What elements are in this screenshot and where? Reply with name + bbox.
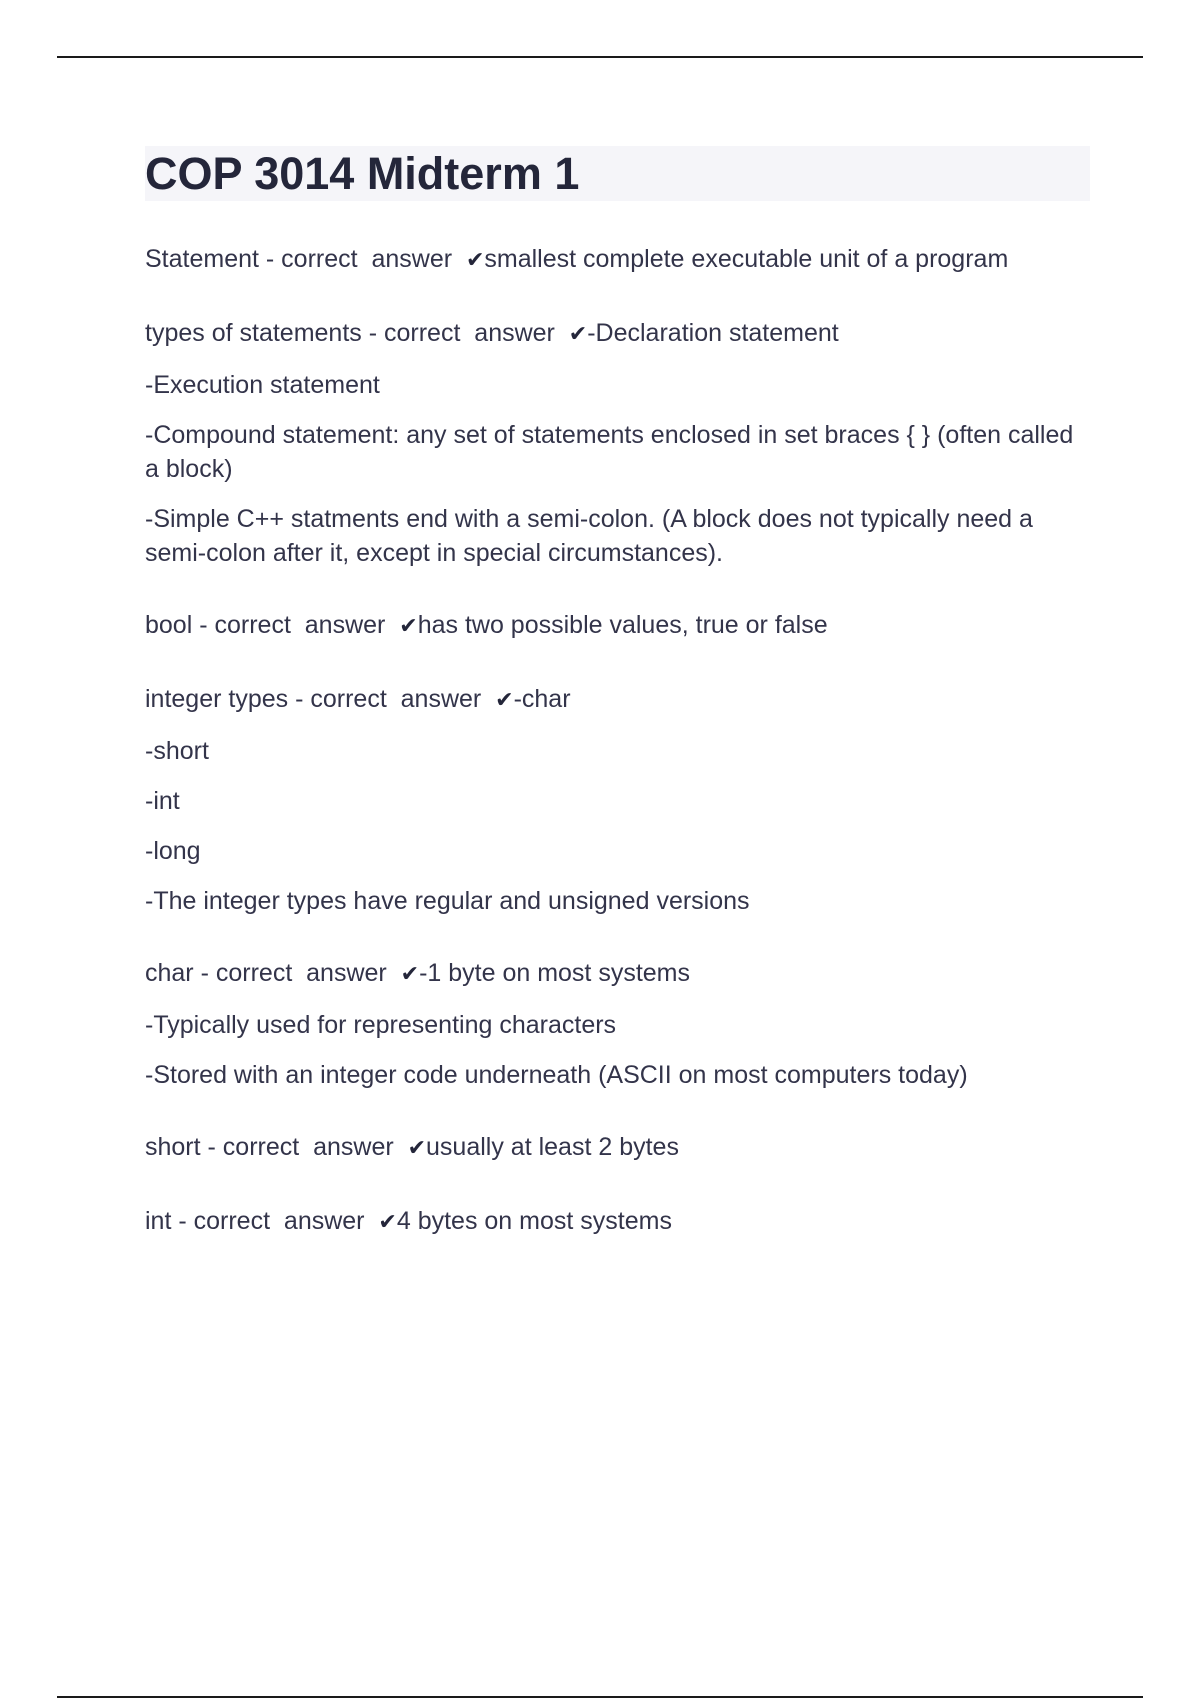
correct-answer-label: - correct answer (288, 685, 496, 713)
flashcard-answer-line: -The integer types have regular and unsigned versions (145, 887, 750, 915)
document-body (145, 146, 1090, 1278)
flashcard-question-line (145, 316, 1090, 352)
flashcard-question-line (145, 956, 1090, 992)
correct-answer-label: - correct answer (171, 1207, 379, 1235)
flashcard-term: short (145, 1133, 201, 1161)
flashcard-entry (145, 316, 1090, 570)
flashcard-answer: usually at least 2 bytes (426, 1133, 679, 1161)
flashcard-answer: -1 byte on most systems (419, 959, 691, 987)
flashcard-answer-line: -long (145, 837, 201, 865)
flashcard-answer-line: -Typically used for representing characters (145, 1011, 617, 1039)
flashcard-answer-line: -Execution statement (145, 371, 380, 399)
correct-answer-label: - correct answer (193, 959, 401, 987)
flashcard-answer-line: -Compound statement: any set of statements enclosed in set braces { } (often called a block) (145, 421, 1074, 483)
correct-answer-label: - correct answer (200, 1133, 408, 1161)
flashcard-entry (145, 1130, 1090, 1166)
flashcard-question-line (145, 1130, 1090, 1166)
correct-answer-label: - correct answer (192, 611, 400, 639)
flashcard-entry (145, 608, 1090, 644)
flashcard-question-line (145, 608, 1090, 644)
flashcard-term: char (145, 959, 194, 987)
checkmark-icon: ✔ (495, 688, 514, 713)
flashcard-question-line (145, 242, 1090, 278)
flashcard-answer: -Declaration statement (587, 319, 839, 347)
flashcard-answer: has two possible values, true or false (417, 611, 828, 639)
checkmark-icon: ✔ (400, 962, 420, 987)
flashcard-answer-line: -short (145, 737, 209, 765)
flashcard-answer: smallest complete executable unit of a program (484, 245, 1009, 273)
bottom-rule (57, 1696, 1143, 1698)
flashcard-entry (145, 682, 1090, 918)
flashcard-answer-line: -Simple C++ statments end with a semi-colon. (A block does not typically need a semi-colon after it, except in special circumstances). (145, 505, 1033, 567)
flashcard-term: types of statements (145, 319, 362, 347)
correct-answer-label: - correct answer (361, 319, 569, 347)
flashcard-term: int (145, 1207, 172, 1235)
flashcard-answer: 4 bytes on most systems (396, 1207, 672, 1235)
flashcard-entry (145, 242, 1090, 278)
flashcard-term: integer types (145, 685, 289, 713)
checkmark-icon: ✔ (568, 322, 588, 347)
checkmark-icon: ✔ (407, 1136, 427, 1161)
flashcard-term: Statement (145, 245, 259, 273)
flashcard-answer: -char (513, 685, 571, 713)
flashcard-term: bool (145, 611, 193, 639)
flashcard-list (145, 242, 1090, 1240)
checkmark-icon: ✔ (378, 1210, 397, 1235)
flashcard-entry (145, 956, 1090, 1092)
flashcard-question-line (145, 1204, 1090, 1240)
correct-answer-label: - correct answer (258, 245, 466, 273)
flashcard-question-line (145, 682, 1090, 718)
title-bar (145, 146, 1090, 201)
checkmark-icon: ✔ (399, 614, 418, 639)
page-title: COP 3014 Midterm 1 (145, 148, 580, 199)
flashcard-answer-line: -Stored with an integer code underneath (ASCII on most computers today) (145, 1061, 968, 1089)
top-rule (57, 56, 1143, 58)
checkmark-icon: ✔ (465, 248, 485, 273)
flashcard-answer-line: -int (145, 787, 180, 815)
flashcard-entry (145, 1204, 1090, 1240)
